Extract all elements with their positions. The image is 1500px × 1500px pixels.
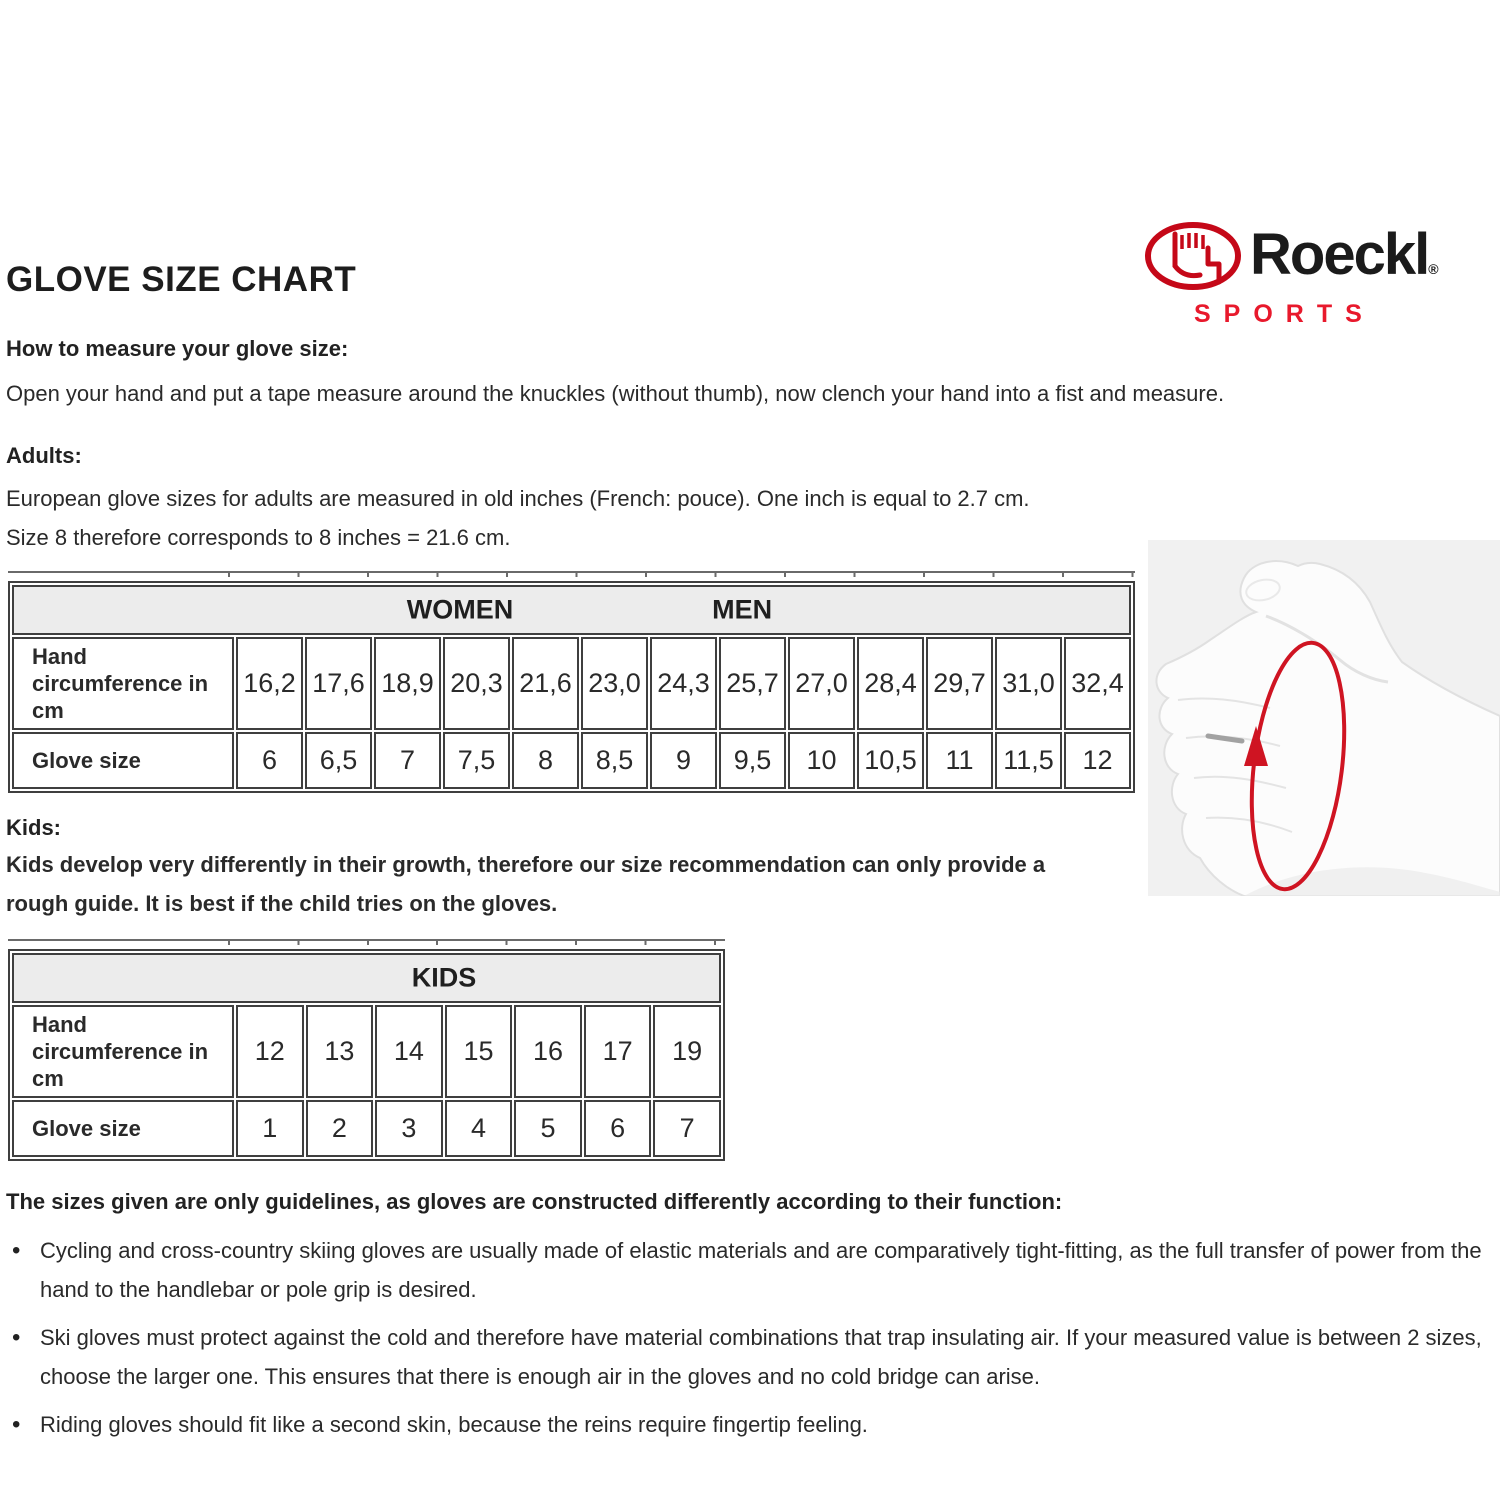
table-cell: 2 [306, 1100, 374, 1157]
women-group-header: WOMEN [406, 594, 514, 625]
kids-table-group-header-row [12, 953, 721, 1003]
table-cell: 14 [375, 1005, 443, 1098]
table-cell: 1 [236, 1100, 304, 1157]
adults-line-2: Size 8 therefore corresponds to 8 inches = 21.6 cm. [6, 525, 511, 550]
howto-heading: How to measure your glove size: [6, 336, 349, 361]
table-cell: 19 [653, 1005, 721, 1098]
table-cell: 20,3 [443, 637, 510, 730]
table-cell: 18,9 [374, 637, 441, 730]
table-cell: 29,7 [926, 637, 993, 730]
kids-table-column-ticks [8, 939, 725, 945]
table-cell: 24,3 [650, 637, 717, 730]
table-cell: 31,0 [995, 637, 1062, 730]
brand-subtitle: SPORTS [1194, 300, 1375, 328]
table-cell: 17 [584, 1005, 652, 1098]
howto-body: Open your hand and put a tape measure around the knuckles (without thumb), now clench your hand into a fist and measure. [6, 381, 1225, 406]
table-cell: 28,4 [857, 637, 924, 730]
adults-line-1: European glove sizes for adults are measured in old inches (French: pouce). One inch is equal to 2.7 cm. [6, 486, 1030, 511]
table-cell: 16 [514, 1005, 582, 1098]
table-cell: 16,2 [236, 637, 303, 730]
table-cell: 7 [374, 732, 441, 789]
kids-group-header: KIDS [411, 962, 477, 993]
registered-mark: ® [1428, 261, 1439, 277]
kids-heading: Kids: [6, 815, 61, 840]
adult-glove-size-row [12, 732, 1131, 789]
page-title: GLOVE SIZE CHART [6, 260, 357, 299]
table-cell: 13 [306, 1005, 374, 1098]
adults-heading: Adults: [6, 443, 82, 468]
table-cell: 11 [926, 732, 993, 789]
table-cell: 32,4 [1064, 637, 1131, 730]
table-cell: 10,5 [857, 732, 924, 789]
row-label-glove-size: Glove size [12, 1100, 234, 1157]
kids-body: Kids develop very differently in their growth, therefore our size recommendation can only provide a rough guide. It is best if the child tries on the gloves. [6, 852, 1046, 916]
table-cell: 6 [236, 732, 303, 789]
kids-glove-size-row [12, 1100, 721, 1157]
table-cell: 7,5 [443, 732, 510, 789]
table-cell: 12 [236, 1005, 304, 1098]
list-item: • Cycling and cross-country skiing gloves are usually made of elastic materials and are comparatively tight-fitting, as the full transfer of power from the hand to the handlebar or pole grip is desired. [6, 1231, 1486, 1309]
table-cell: 8,5 [581, 732, 648, 789]
table-cell: 17,6 [305, 637, 372, 730]
adult-circumference-row [12, 637, 1131, 730]
table-cell: 3 [375, 1100, 443, 1157]
table-cell: 5 [514, 1100, 582, 1157]
fist-in-oval-icon [1142, 220, 1244, 294]
table-cell: 9,5 [719, 732, 786, 789]
adult-size-table [8, 581, 1135, 793]
table-cell: 8 [512, 732, 579, 789]
row-label-glove-size: Glove size [12, 732, 234, 789]
table-cell: 21,6 [512, 637, 579, 730]
row-label-circumference: Hand circumference in cm [12, 637, 234, 730]
adult-table-group-header-cell [12, 585, 1131, 635]
table-cell: 15 [445, 1005, 513, 1098]
men-group-header: MEN [712, 594, 773, 625]
header [0, 0, 1500, 328]
table-cell: 27,0 [788, 637, 855, 730]
fist-photo-illustration [1148, 540, 1500, 896]
kids-circumference-row [12, 1005, 721, 1098]
roeckl-logo [1142, 220, 1494, 328]
table-cell: 9 [650, 732, 717, 789]
row-label-circumference: Hand circumference in cm [12, 1005, 234, 1098]
table-cell: 4 [445, 1100, 513, 1157]
table-cell: 23,0 [581, 637, 648, 730]
adult-table-column-ticks [8, 571, 1135, 577]
table-cell: 6 [584, 1100, 652, 1157]
list-item: • Ski gloves must protect against the cold and therefore have material combinations that trap insulating air. If your measured value is between 2 sizes, choose the larger one. This ensures that there is enough air in the gloves and no cold bridge can arise. [6, 1318, 1486, 1396]
guidelines-heading: The sizes given are only guidelines, as gloves are constructed differently according to their function: [6, 1189, 1063, 1214]
kids-table-group-header-cell [12, 953, 721, 1003]
hand-measurement-figure [1148, 540, 1500, 896]
list-item: • Riding gloves should fit like a second skin, because the reins require fingertip feeling. [6, 1405, 1486, 1444]
adult-table-group-header-row [12, 585, 1131, 635]
table-cell: 11,5 [995, 732, 1062, 789]
table-cell: 6,5 [305, 732, 372, 789]
kids-size-table [8, 949, 725, 1161]
table-cell: 10 [788, 732, 855, 789]
table-cell: 25,7 [719, 637, 786, 730]
guidelines-list [6, 1231, 1486, 1444]
brand-wordmark: Roeckl® [1250, 222, 1439, 287]
table-cell: 12 [1064, 732, 1131, 789]
table-cell: 7 [653, 1100, 721, 1157]
